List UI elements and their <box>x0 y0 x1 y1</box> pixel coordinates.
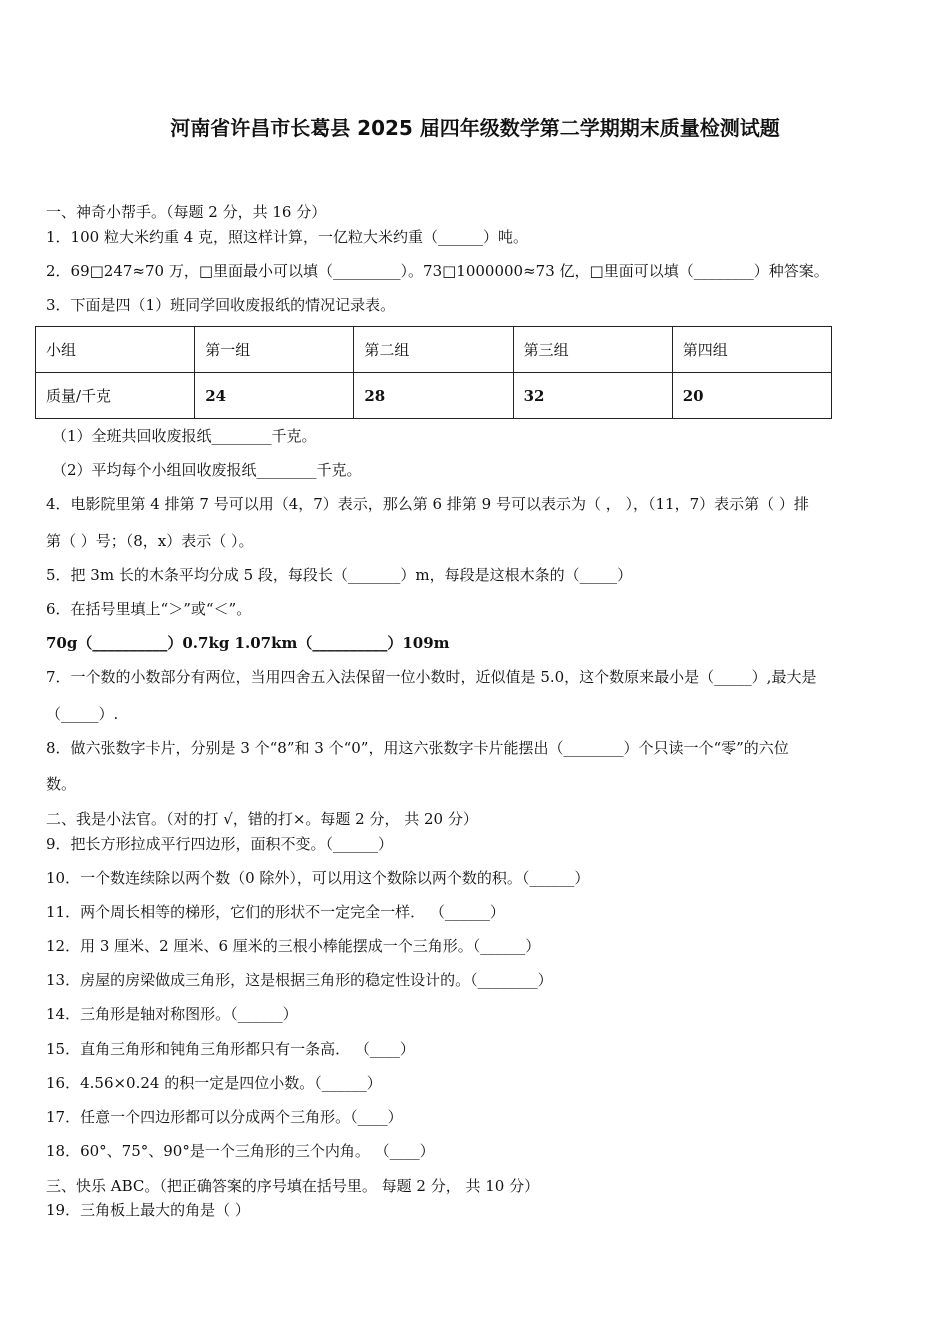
section-1-heading: 一、神奇小帮手。（每题 2 分，共 16 分） <box>46 203 327 221</box>
question-15: 15．直角三角形和钝角三角形都只有一条高． （____） <box>46 1040 415 1058</box>
question-7-line-1: 7．一个数的小数部分有两位，当用四舍五入法保留一位小数时，近似值是 5.0，这个数原来最小是（_____）,最大是 <box>46 668 817 686</box>
question-9: 9．把长方形拉成平行四边形，面积不变。（______） <box>46 835 394 853</box>
table-cell: 20 <box>672 373 831 419</box>
question-6: 6．在括号里填上“＞”或“＜”。 <box>46 600 252 618</box>
question-10: 10．一个数连续除以两个数（0 除外），可以用这个数除以两个数的积。（______） <box>46 869 590 887</box>
table-cell: 第一组 <box>195 327 354 373</box>
table-cell: 32 <box>513 373 672 419</box>
question-19: 19．三角板上最大的角是（ ） <box>46 1201 250 1219</box>
question-18: 18．60°、75°、90°是一个三角形的三个内角。 （____） <box>46 1142 435 1160</box>
question-14: 14．三角形是轴对称图形。（______） <box>46 1005 298 1023</box>
section-2-heading: 二、我是小法官。（对的打 √，错的打×。每题 2 分， 共 20 分） <box>46 810 478 828</box>
table-cell: 24 <box>195 373 354 419</box>
question-3-part-1: （1）全班共回收废报纸________千克。 <box>52 427 317 445</box>
question-12: 12．用 3 厘米、2 厘米、6 厘米的三根小棒能摆成一个三角形。（______） <box>46 937 541 955</box>
question-4-line-2: 第（ ）号；（8，x）表示（ ）。 <box>46 532 254 550</box>
question-8-line-1: 8．做六张数字卡片，分别是 3 个“8”和 3 个“0”，用这六张数字卡片能摆出（________）个只读一个“零”的六位 <box>46 739 789 757</box>
section-3-heading: 三、快乐 ABC。（把正确答案的序号填在括号里。 每题 2 分， 共 10 分） <box>46 1177 540 1195</box>
table-cell: 小组 <box>36 327 195 373</box>
question-17: 17．任意一个四边形都可以分成两个三角形。（____） <box>46 1108 403 1126</box>
table-header-row <box>36 327 832 373</box>
question-13: 13．房屋的房梁做成三角形，这是根据三角形的稳定性设计的。（________） <box>46 971 553 989</box>
table-cell: 第四组 <box>672 327 831 373</box>
question-3: 3．下面是四（1）班同学回收废报纸的情况记录表。 <box>46 296 396 314</box>
question-16: 16．4.56×0.24 的积一定是四位小数。（______） <box>46 1074 382 1092</box>
table-cell: 28 <box>354 373 513 419</box>
table-cell: 第三组 <box>513 327 672 373</box>
question-7-line-2: （_____）. <box>46 705 119 723</box>
question-4-line-1: 4．电影院里第 4 排第 7 号可以用（4，7）表示，那么第 6 排第 9 号可以表示为（ ， ），（11，7）表示第（ ）排 <box>46 495 809 513</box>
table-cell: 第二组 <box>354 327 513 373</box>
page-title: 河南省许昌市长葛县 2025 届四年级数学第二学期期末质量检测试题 <box>170 116 780 140</box>
table-row <box>36 373 832 419</box>
question-6-items: 70g（__________）0.7kg 1.07km（__________）109m <box>46 634 450 652</box>
question-5: 5．把 3m 长的木条平均分成 5 段，每段长（_______）m，每段是这根木条的（_____） <box>46 566 633 584</box>
question-3-part-2: （2）平均每个小组回收废报纸________千克。 <box>52 461 362 479</box>
question-11: 11．两个周长相等的梯形，它们的形状不一定完全一样． （______） <box>46 903 505 921</box>
question-8-line-2: 数。 <box>46 775 77 793</box>
question-1: 1．100 粒大米约重 4 克，照这样计算，一亿粒大米约重（______）吨。 <box>46 228 529 246</box>
table-cell: 质量/千克 <box>36 373 195 419</box>
record-table <box>35 326 832 419</box>
question-2: 2．69□247≈70 万，□里面最小可以填（_________）。73□1000000≈73 亿，□里面可以填（________）种答案。 <box>46 262 829 280</box>
